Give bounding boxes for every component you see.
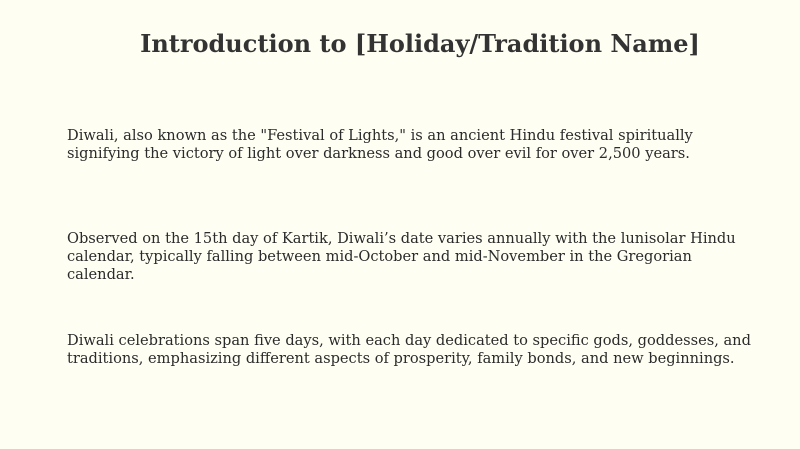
paragraph-diwali-celebrations: Diwali celebrations span five days, with each day dedicated to specific gods, goddesses, and traditions, emphasizing different aspects of prosperity, family bonds, and new beginnings. <box>67 332 751 367</box>
paragraph-diwali-date: Observed on the 15th day of Kartik, Diwali’s date varies annually with the lunisolar Hindu calendar, typically falling between mid-October and mid-November in the Gregorian calendar. <box>67 230 736 283</box>
paragraph-diwali-overview: Diwali, also known as the "Festival of Lights," is an ancient Hindu festival spiritually signifying the victory of light over darkness and good over evil for over 2,500 years. <box>67 127 693 162</box>
slide-title: Introduction to [Holiday/Tradition Name] <box>140 29 700 58</box>
